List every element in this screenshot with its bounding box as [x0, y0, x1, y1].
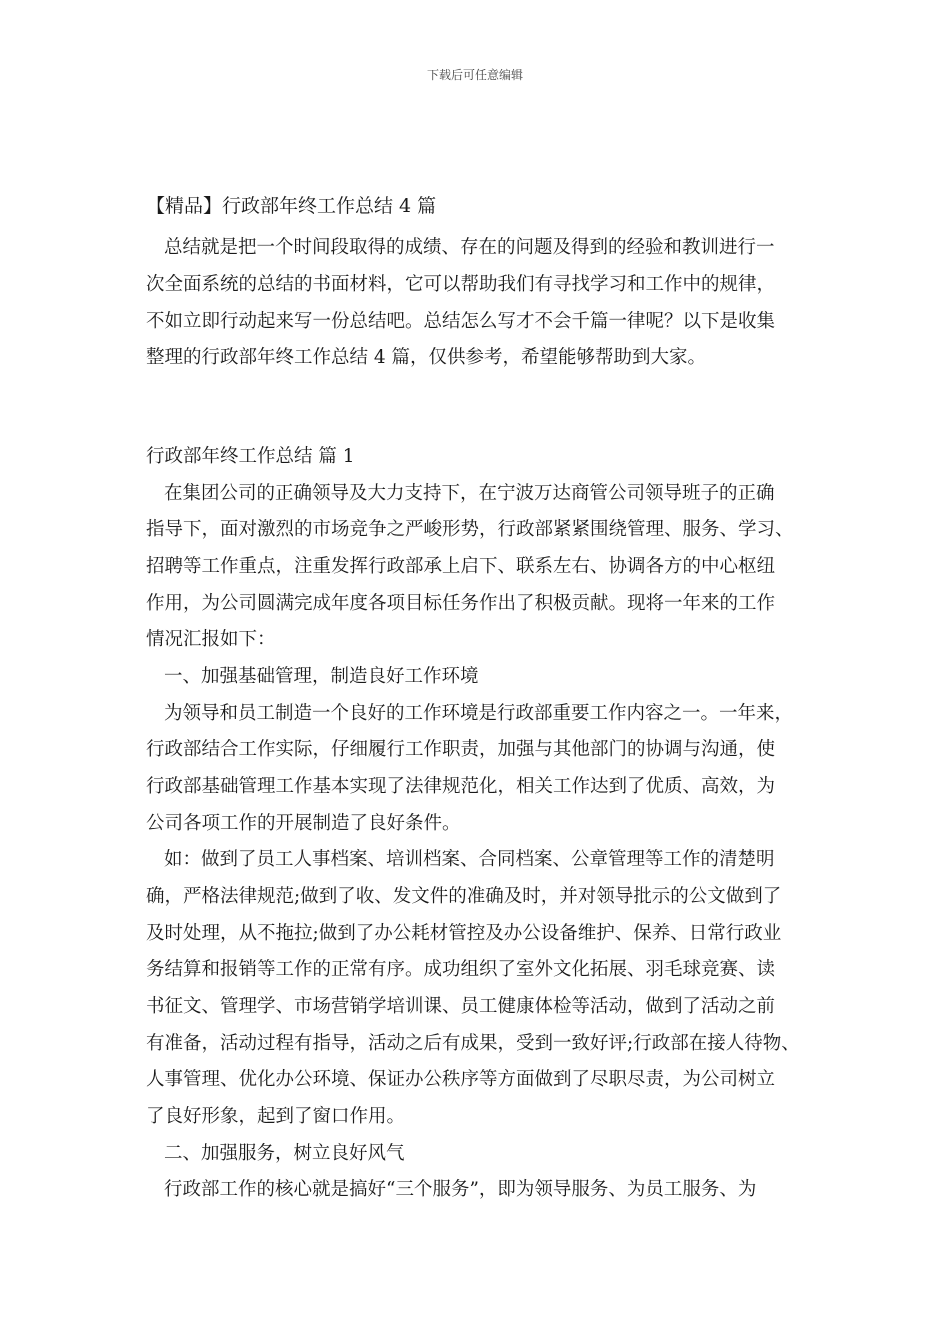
paragraph-line: 了良好形象，起到了窗口作用。: [146, 1106, 406, 1127]
paragraph-line: 及时处理，从不拖拉;做到了办公耗材管控及办公设备维护、保养、日常行政业: [146, 923, 782, 944]
paragraph-line: 确，严格法律规范;做到了收、发文件的准确及时，并对领导批示的公文做到了: [146, 886, 782, 907]
section-heading-1: 行政部年终工作总结 篇 1: [146, 446, 355, 467]
intro-line-4: 整理的行政部年终工作总结 4 篇，仅供参考，希望能够帮助到大家。: [146, 347, 707, 368]
paragraph-line: 书征文、管理学、市场营销学培训课、员工健康体检等活动，做到了活动之前: [146, 996, 776, 1017]
paragraph-line: 招聘等工作重点，注重发挥行政部承上启下、联系左右、协调各方的中心枢纽: [146, 556, 776, 577]
paragraph-line: 务结算和报销等工作的正常有序。成功组织了室外文化拓展、羽毛球竞赛、读: [146, 959, 776, 980]
intro-line-2: 次全面系统的总结的书面材料，它可以帮助我们有寻找学习和工作中的规律，: [146, 274, 776, 295]
paragraph-line: 指导下，面对激烈的市场竞争之严峻形势，行政部紧紧围绕管理、服务、学习、: [146, 519, 794, 540]
paragraph-line: 行政部结合工作实际，仔细履行工作职责，加强与其他部门的协调与沟通，使: [146, 739, 776, 760]
paragraph-line: 在集团公司的正确领导及大力支持下，在宁波万达商管公司领导班子的正确: [164, 483, 775, 504]
paragraph-line: 人事管理、优化办公环境、保证办公秩序等方面做到了尽职尽责，为公司树立: [146, 1069, 776, 1090]
paragraph-line: 如：做到了员工人事档案、培训档案、合同档案、公章管理等工作的清楚明: [164, 849, 775, 870]
intro-line-3: 不如立即行动起来写一份总结吧。总结怎么写才不会千篇一律呢？以下是收集: [146, 311, 776, 332]
paragraph-line: 行政部工作的核心就是搞好“三个服务”，即为领导服务、为员工服务、为: [164, 1179, 757, 1200]
subheading-1: 一、加强基础管理，制造良好工作环境: [164, 666, 479, 687]
page-header: 下载后可任意编辑: [426, 68, 523, 82]
paragraph-line: 为领导和员工制造一个良好的工作环境是行政部重要工作内容之一。一年来，: [164, 703, 794, 724]
subheading-2: 二、加强服务，树立良好风气: [164, 1143, 405, 1164]
paragraph-line: 作用，为公司圆满完成年度各项目标任务作出了积极贡献。现将一年来的工作: [146, 593, 776, 614]
paragraph-line: 公司各项工作的开展制造了良好条件。: [146, 813, 461, 834]
paragraph-line: 行政部基础管理工作基本实现了法律规范化，相关工作达到了优质、高效，为: [146, 776, 776, 797]
document-title: 【精品】行政部年终工作总结 4 篇: [146, 195, 437, 217]
paragraph-line: 有准备，活动过程有指导，活动之后有成果，受到一致好评;行政部在接人待物、: [146, 1033, 800, 1054]
paragraph-line: 情况汇报如下：: [146, 629, 276, 650]
intro-line-1: 总结就是把一个时间段取得的成绩、存在的问题及得到的经验和教训进行一: [164, 237, 775, 258]
